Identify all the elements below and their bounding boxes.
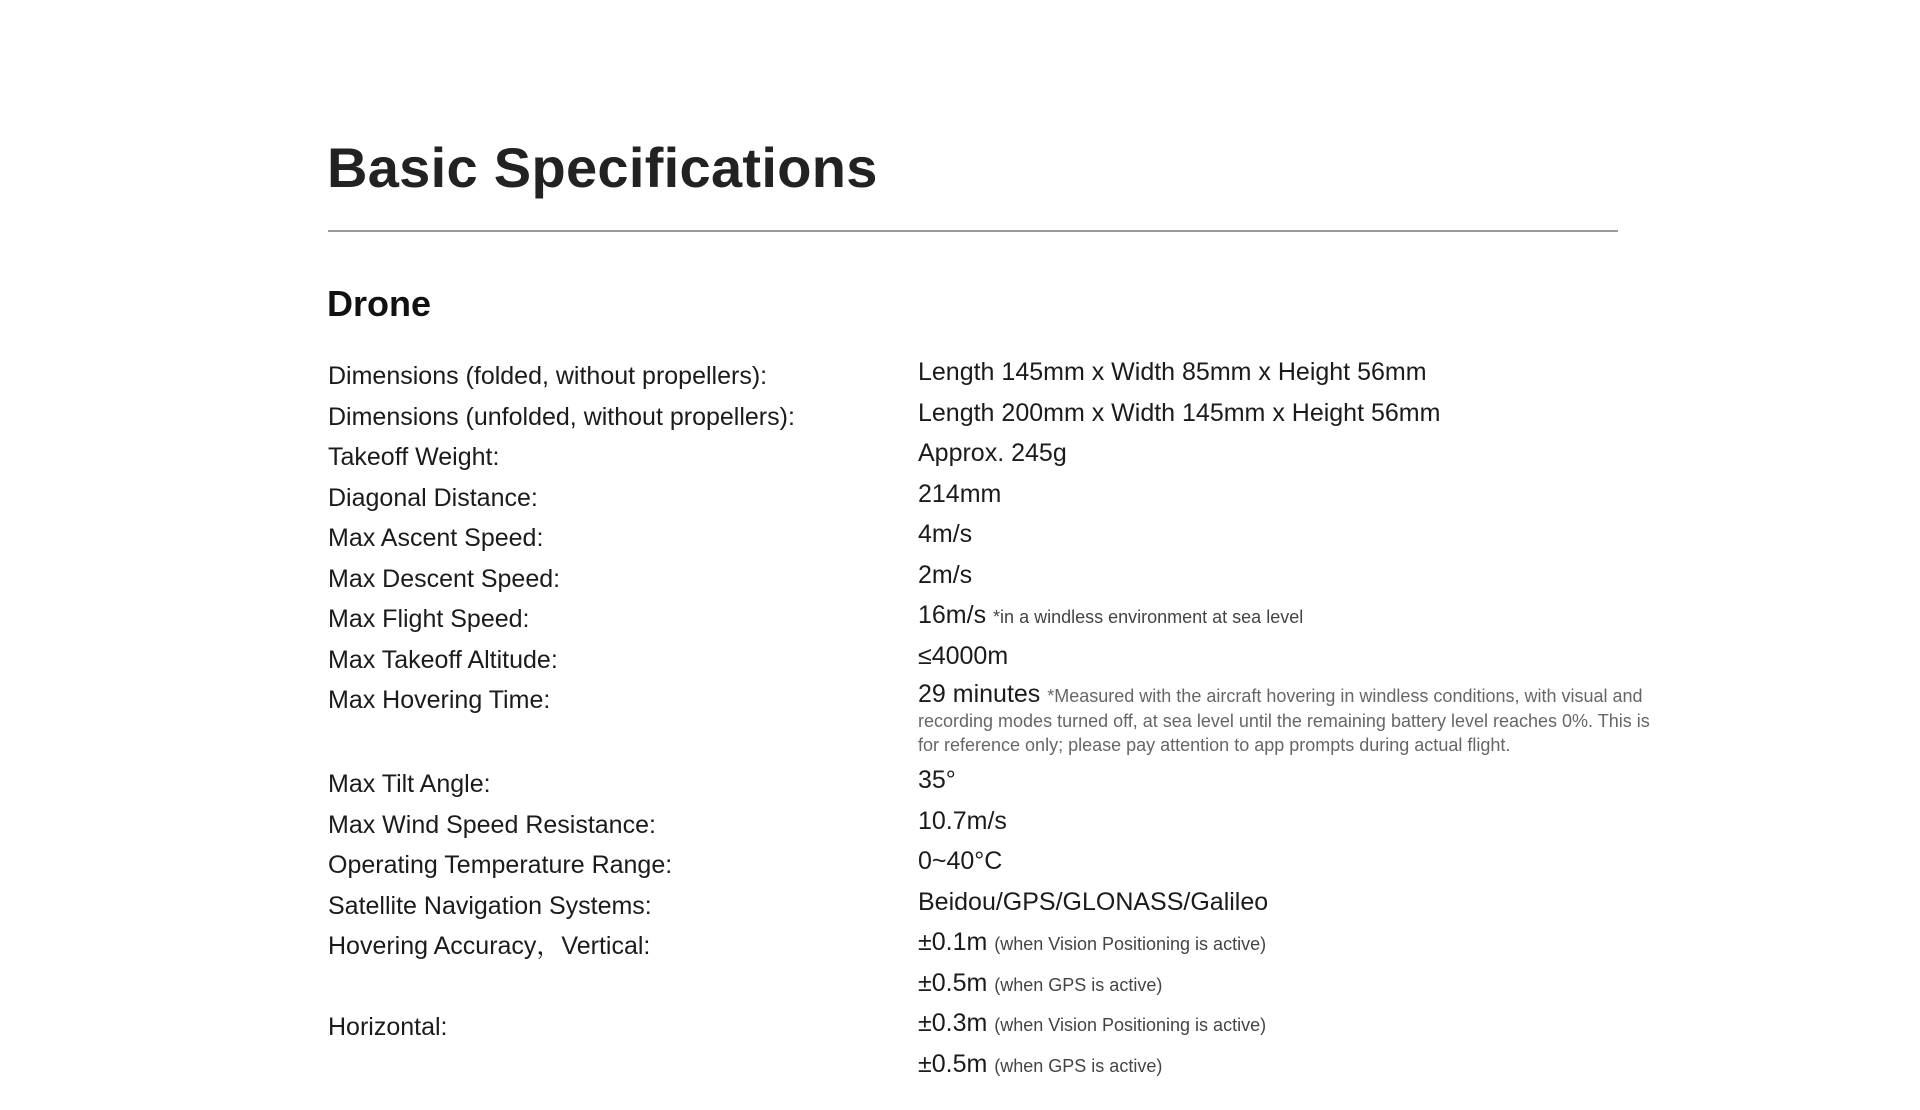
spec-value bbox=[918, 518, 1658, 550]
spec-value-main: 35° bbox=[918, 766, 956, 794]
spec-row bbox=[328, 437, 1658, 478]
spec-value bbox=[918, 680, 1658, 756]
spec-value-main: Length 200mm x Width 145mm x Height 56mm bbox=[918, 398, 1441, 427]
spec-value bbox=[918, 478, 1658, 510]
spec-row bbox=[328, 886, 1658, 927]
spec-value-main: 214mm bbox=[918, 479, 1002, 508]
spec-row bbox=[328, 1048, 1658, 1089]
spec-label: Hovering Accuracy，Vertical: bbox=[328, 932, 651, 960]
spec-value-main: ±0.3m bbox=[918, 1009, 988, 1037]
spec-value bbox=[918, 886, 1658, 918]
spec-value-main: Beidou/GPS/GLONASS/Galileo bbox=[918, 887, 1269, 916]
page-title: Basic Specifications bbox=[327, 136, 878, 199]
spec-value-main: 29 minutes bbox=[918, 680, 1041, 708]
spec-label: Max Tilt Angle: bbox=[328, 770, 491, 798]
spec-label: Takeoff Weight: bbox=[328, 443, 500, 471]
spec-label: Max Wind Speed Resistance: bbox=[328, 810, 656, 839]
spec-value bbox=[918, 559, 1658, 591]
spec-value-main: ±0.1m bbox=[918, 928, 988, 956]
spec-value-main: ≤4000m bbox=[918, 641, 1009, 670]
spec-row bbox=[328, 845, 1658, 886]
spec-value-note: (when Vision Positioning is active) bbox=[994, 1015, 1267, 1035]
spec-value bbox=[918, 764, 1658, 796]
spec-value-main: Length 145mm x Width 85mm x Height 56mm bbox=[918, 358, 1427, 386]
title-divider bbox=[328, 230, 1618, 232]
spec-row bbox=[328, 1007, 1658, 1048]
spec-label: Horizontal: bbox=[328, 1013, 448, 1041]
spec-row bbox=[328, 926, 1658, 967]
spec-value-main: 2m/s bbox=[918, 560, 973, 589]
spec-label: Max Descent Speed: bbox=[328, 564, 561, 593]
spec-value bbox=[918, 437, 1658, 469]
spec-row bbox=[328, 397, 1658, 438]
spec-value-note: (when Vision Positioning is active) bbox=[994, 934, 1267, 954]
spec-value bbox=[918, 967, 1658, 999]
spec-value bbox=[918, 805, 1658, 837]
spec-row bbox=[328, 518, 1658, 559]
spec-value-main: ±0.5m bbox=[918, 1049, 988, 1078]
spec-row bbox=[328, 356, 1658, 397]
spec-value-note: *in a windless environment at sea level bbox=[993, 607, 1304, 627]
spec-row bbox=[328, 478, 1658, 519]
spec-value bbox=[918, 1007, 1658, 1039]
spec-row bbox=[328, 680, 1658, 764]
spec-label: Operating Temperature Range: bbox=[328, 851, 673, 879]
spec-row bbox=[328, 764, 1658, 805]
spec-label: Max Flight Speed: bbox=[328, 605, 530, 633]
section-title-drone: Drone bbox=[327, 283, 432, 324]
spec-label: Max Ascent Speed: bbox=[328, 524, 544, 552]
spec-value-main: 0~40°C bbox=[918, 847, 1003, 875]
spec-value bbox=[918, 640, 1658, 672]
spec-value bbox=[918, 926, 1658, 958]
spec-value-main: 4m/s bbox=[918, 520, 973, 548]
spec-label: Dimensions (unfolded, without propellers): bbox=[328, 402, 795, 431]
spec-label: Max Hovering Time: bbox=[328, 686, 551, 714]
spec-value bbox=[918, 1048, 1658, 1080]
spec-value-note: *Measured with the aircraft hovering in windless conditions, with visual and recording modes turned off, at sea level until the remaining battery level reaches 0%. This is for reference only; please pay attention to app prompts during actual flight. bbox=[918, 686, 1650, 755]
spec-label: Dimensions (folded, without propellers): bbox=[328, 362, 768, 390]
spec-value bbox=[918, 397, 1658, 429]
spec-value bbox=[918, 356, 1658, 388]
spec-table bbox=[328, 356, 1658, 1088]
spec-value-main: 16m/s bbox=[918, 601, 987, 629]
spec-value-note: (when GPS is active) bbox=[994, 974, 1163, 995]
spec-value-note: (when GPS is active) bbox=[994, 1055, 1163, 1076]
spec-value-main: ±0.5m bbox=[918, 968, 988, 997]
spec-value bbox=[918, 599, 1658, 631]
spec-label: Max Takeoff Altitude: bbox=[328, 645, 558, 674]
spec-value bbox=[918, 845, 1658, 877]
spec-row bbox=[328, 640, 1658, 681]
spec-label: Diagonal Distance: bbox=[328, 483, 538, 512]
spec-value-main: Approx. 245g bbox=[918, 439, 1067, 467]
spec-row bbox=[328, 967, 1658, 1008]
spec-row bbox=[328, 599, 1658, 640]
spec-row bbox=[328, 805, 1658, 846]
spec-value-main: 10.7m/s bbox=[918, 806, 1007, 835]
spec-row bbox=[328, 559, 1658, 600]
spec-label: Satellite Navigation Systems: bbox=[328, 891, 652, 920]
